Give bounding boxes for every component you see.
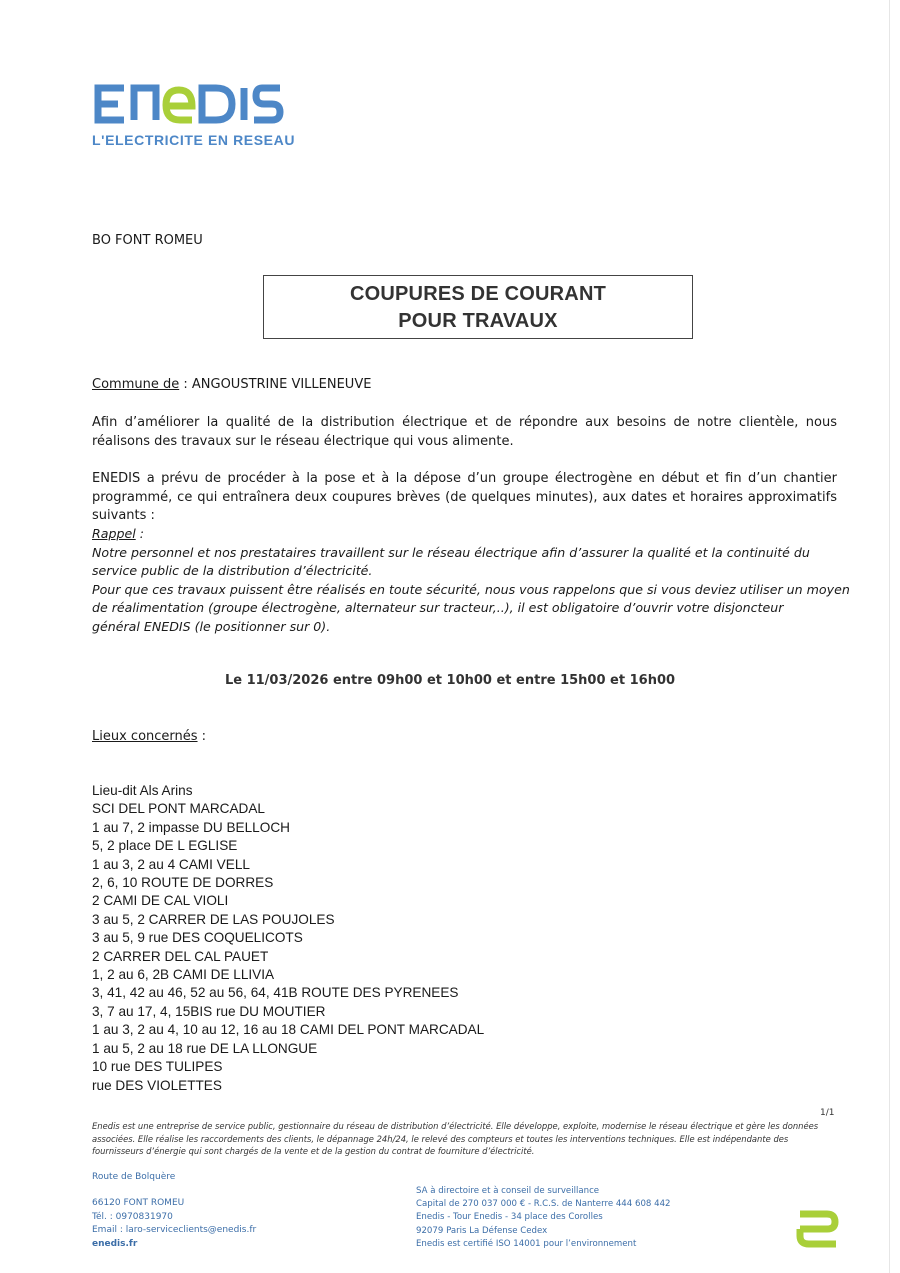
notice-title-line1: COUPURES DE COURANT xyxy=(349,283,607,305)
page-edge xyxy=(889,0,890,1273)
legal-notice: Enedis est une entreprise de service public, gestionnaire du réseau de distribution d’électricité. Elle développe, exploite, modernise le réseau électrique et gère les données associées. Elle réalise les raccordements des clients, le dépannage 24h/24, le relevé des compteurs et toutes les interventions techniques. Elle est indépendante des fournisseurs d’énergie qui sont chargés de la vente et de la gestion du contrat de fourniture d’électricité. xyxy=(92,1121,819,1156)
address-block xyxy=(92,1197,256,1251)
places-list xyxy=(92,782,484,1095)
commune-label: Commune de xyxy=(92,377,180,392)
company-line-1: SA à directoire et à conseil de surveillance xyxy=(416,1186,600,1196)
list-item: Lieu-dit Als Arins xyxy=(92,783,193,798)
reminder-text-2: Pour que ces travaux puissent être réalisés en toute sécurité, nous vous rappelons que si vous deviez utiliser un moyen de réalimentation (groupe électrogène, alternateur sur tracteur,..), il est obligatoire d’ouvrir votre disjoncteur xyxy=(92,581,850,615)
address-website: enedis.fr xyxy=(92,1238,138,1249)
outage-dates: Le 11/03/2026 entre 09h00 et 10h00 et entre 15h00 et 16h00 xyxy=(224,673,676,688)
list-item: SCI DEL PONT MARCADAL xyxy=(92,801,265,817)
company-line-4: 92079 Paris La Défense Cedex xyxy=(416,1225,548,1236)
enedis-mark-icon xyxy=(795,1206,841,1252)
reminder-text-3: général ENEDIS (le positionner sur 0). xyxy=(92,618,331,634)
notice-title-box xyxy=(263,275,693,339)
commune-line xyxy=(92,377,371,392)
office-name: BO FONT ROMEU xyxy=(92,233,203,248)
reminder-section xyxy=(92,525,852,636)
company-line-3: Enedis - Tour Enedis - 34 place des Corolles xyxy=(416,1212,603,1223)
places-heading-colon: : xyxy=(197,729,207,744)
company-line-2: Capital de 270 037 000 € - R.C.S. de Nanterre 444 608 442 xyxy=(416,1199,671,1210)
brand-tagline: L'ELECTRICITE EN RESEAU xyxy=(92,132,296,148)
list-item: 1 au 7, 2 impasse DU BELLOCH xyxy=(92,819,290,835)
places-heading xyxy=(92,729,206,744)
list-item: 10 rue DES TULIPES xyxy=(92,1059,223,1075)
places-heading-label: Lieux concernés xyxy=(92,729,198,744)
list-item: 1, 2 au 6, 2B CAMI DE LLIVIA xyxy=(92,967,275,983)
list-item: 1 au 3, 2 au 4, 10 au 12, 16 au 18 CAMI DEL PONT MARCADAL xyxy=(92,1022,485,1038)
list-item: 1 au 3, 2 au 4 CAMI VELL xyxy=(92,856,250,872)
commune-separator: : xyxy=(179,377,192,392)
generator-paragraph: ENEDIS a prévu de procéder à la pose et à la dépose d’un groupe électrogène en début et fin d’un chantier programmé, ce qui entraînera deux coupures brèves (de quelques minutes), aux dates et horaires approximatifs suivants : xyxy=(92,471,837,523)
list-item: 3 au 5, 9 rue DES COQUELICOTS xyxy=(92,930,303,946)
address-email: Email : laro-serviceclients@enedis.fr xyxy=(92,1225,257,1235)
list-item: 1 au 5, 2 au 18 rue DE LA LLONGUE xyxy=(92,1040,318,1056)
address-city: 66120 FONT ROMEU xyxy=(92,1198,185,1208)
list-item: 2 CARRER DEL CAL PAUET xyxy=(92,948,269,964)
notice-title-line2: POUR TRAVAUX xyxy=(398,310,558,332)
address-phone: Tél. : 0970831970 xyxy=(92,1211,173,1222)
reminder-text-1: Notre personnel et nos prestataires travaillent sur le réseau électrique afin d’assurer la qualité et la continuité du service public de la distribution d’électricité. xyxy=(92,544,810,578)
company-info xyxy=(416,1185,671,1251)
list-item: 2, 6, 10 ROUTE DE DORRES xyxy=(92,875,274,891)
list-item: 3 au 5, 2 CARRER DE LAS POUJOLES xyxy=(92,911,335,927)
list-item: rue DES VIOLETTES xyxy=(92,1077,222,1093)
page-number: 1/1 xyxy=(820,1108,835,1118)
company-line-5: Enedis est certifié ISO 14001 pour l’environnement xyxy=(416,1238,637,1249)
intro-paragraph: Afin d’améliorer la qualité de la distribution électrique et de répondre aux besoins de notre clientèle, nous réalisons des travaux sur le réseau électrique qui vous alimente. xyxy=(92,415,837,449)
list-item: 3, 7 au 17, 4, 15BIS rue DU MOUTIER xyxy=(92,1003,326,1019)
commune-value: ANGOUSTRINE VILLENEUVE xyxy=(191,377,372,392)
list-item: 5, 2 place DE L EGLISE xyxy=(92,838,238,854)
address-road: Route de Bolquère xyxy=(92,1172,176,1182)
list-item: 2 CAMI DE CAL VIOLI xyxy=(92,893,229,909)
reminder-colon: : xyxy=(135,526,144,541)
reminder-label: Rappel xyxy=(92,526,136,541)
list-item: 3, 41, 42 au 46, 52 au 56, 64, 41B ROUTE DES PYRENEES xyxy=(92,985,459,1001)
